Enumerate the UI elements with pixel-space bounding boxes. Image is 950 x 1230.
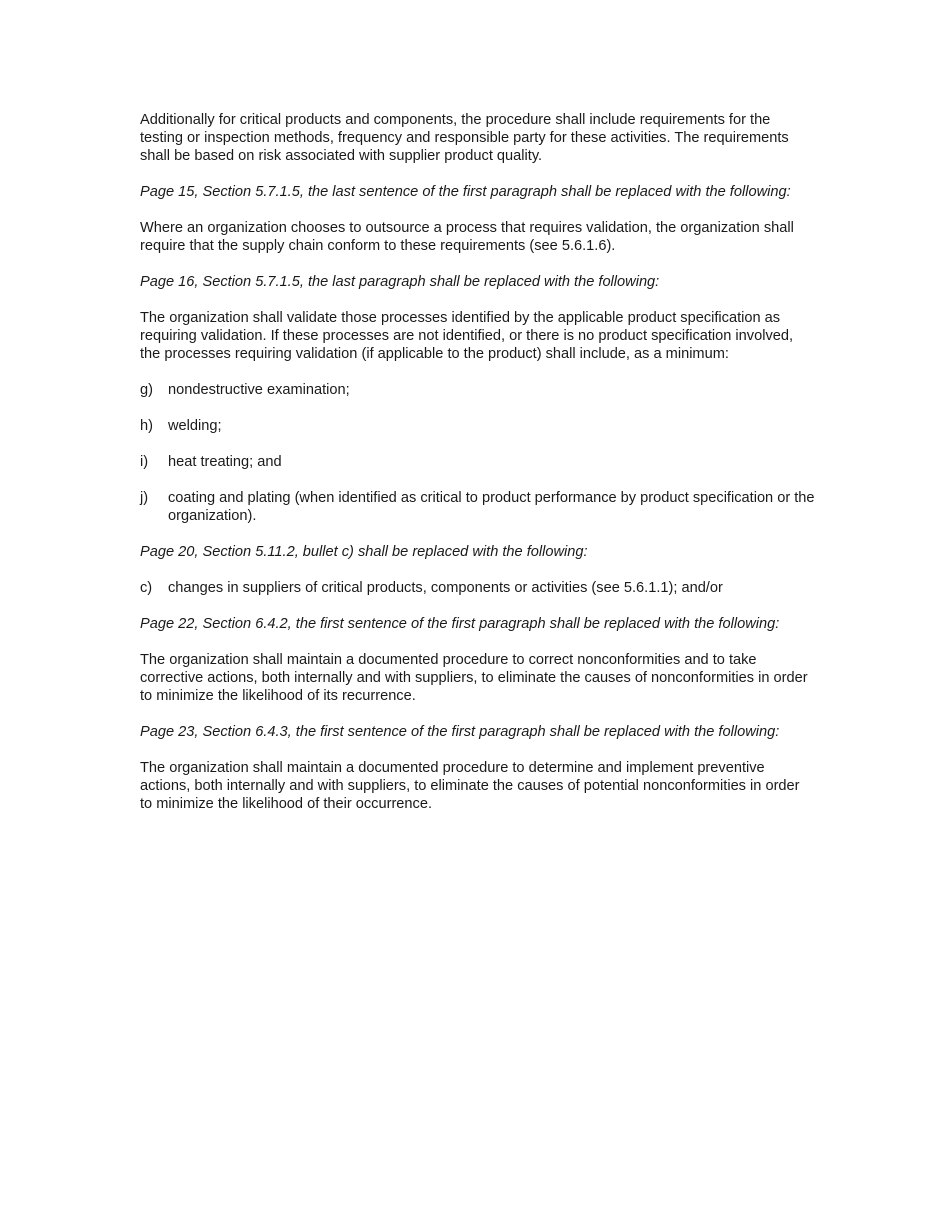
list-marker: g)	[140, 382, 153, 398]
validation-process-list	[140, 381, 815, 525]
list-item	[140, 453, 815, 471]
document-page	[140, 111, 815, 831]
amendment-note-page-16: Page 16, Section 5.7.1.5, the last paragraph shall be replaced with the following:	[140, 274, 660, 290]
paragraph-corrective-actions: The organization shall maintain a documented procedure to correct nonconformities and to take corrective actions, both internally and with suppliers, to eliminate the causes of nonconformities in order to minimize the likelihood of its recurrence.	[140, 652, 808, 704]
supplier-changes-list	[140, 579, 815, 597]
amendment-note-page-23: Page 23, Section 6.4.3, the first sentence of the first paragraph shall be replaced with the following:	[140, 724, 780, 740]
paragraph-preventive-actions: The organization shall maintain a documented procedure to determine and implement preventive actions, both internally and with suppliers, to eliminate the causes of potential nonconformities in order to minimize the likelihood of their occurrence.	[140, 760, 800, 812]
list-item-text: nondestructive examination;	[168, 382, 350, 398]
list-item-text: coating and plating (when identified as critical to product performance by product specification or the organization).	[168, 490, 815, 524]
list-item	[140, 381, 815, 399]
list-item	[140, 489, 815, 525]
list-marker: i)	[140, 454, 149, 470]
list-marker: j)	[140, 490, 149, 506]
list-marker: h)	[140, 418, 153, 434]
list-item	[140, 579, 815, 597]
paragraph-supplier-testing: Additionally for critical products and components, the procedure shall include requirements for the testing or inspection methods, frequency and responsible party for these activities. The requirements shall be based on risk associated with supplier product quality.	[140, 112, 789, 164]
amendment-note-page-15: Page 15, Section 5.7.1.5, the last sentence of the first paragraph shall be replaced with the following:	[140, 184, 791, 200]
paragraph-validate-processes: The organization shall validate those processes identified by the applicable product specification as requiring validation. If these processes are not identified, or there is no product specification involved, the processes requiring validation (if applicable to the product) shall include, as a minimum:	[140, 310, 794, 362]
list-marker: c)	[140, 580, 153, 596]
list-item-text: welding;	[168, 418, 222, 434]
amendment-note-page-22: Page 22, Section 6.4.2, the first sentence of the first paragraph shall be replaced with the following:	[140, 616, 780, 632]
amendment-note-page-20: Page 20, Section 5.11.2, bullet c) shall be replaced with the following:	[140, 544, 588, 560]
list-item-text: changes in suppliers of critical products, components or activities (see 5.6.1.1); and/or	[168, 580, 723, 596]
list-item-text: heat treating; and	[168, 454, 282, 470]
paragraph-outsource-validation: Where an organization chooses to outsource a process that requires validation, the organization shall require that the supply chain conform to these requirements (see 5.6.1.6).	[140, 220, 794, 254]
list-item	[140, 417, 815, 435]
